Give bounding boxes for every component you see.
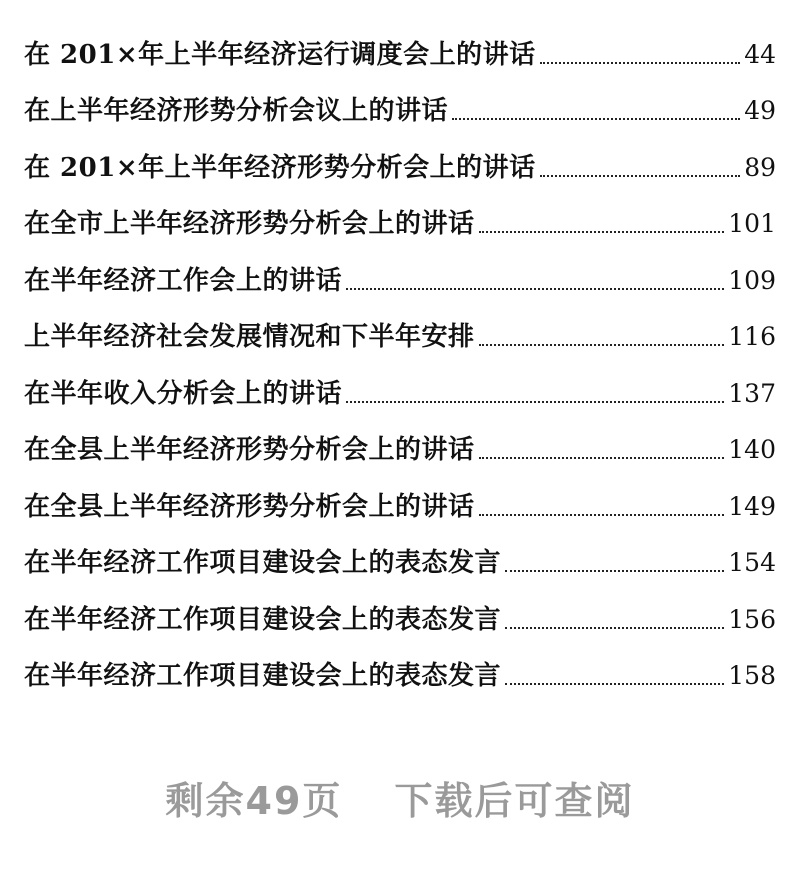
toc-entry-title: 在半年经济工作项目建设会上的表态发言 [24,604,502,635]
toc-entry [24,18,776,75]
toc-entry-page: 154 [728,548,776,577]
toc-dot-leader [346,400,724,403]
toc-entry [24,640,776,697]
toc-entry [24,244,776,301]
toc-dot-leader [540,61,741,64]
toc-entry-page: 49 [744,96,776,125]
toc-dot-leader [479,513,725,516]
toc-entry-title: 在 201×年上半年经济形势分析会上的讲话 [24,152,536,183]
toc-entry-page: 44 [744,39,776,69]
toc-entry-page: 109 [728,265,776,295]
table-of-contents [24,18,776,696]
toc-entry [24,301,776,358]
toc-dot-leader [479,230,725,233]
toc-entry-title: 在半年经济工作项目建设会上的表态发言 [24,661,502,691]
toc-entry-title: 在半年经济工作项目建设会上的表态发言 [24,548,502,578]
toc-dot-leader [505,682,724,685]
toc-entry [24,357,776,414]
toc-entry [24,414,776,471]
toc-entry-page: 137 [728,378,776,408]
toc-entry-page: 89 [744,152,776,182]
toc-entry-page: 116 [728,322,776,351]
toc-dot-leader [346,287,724,290]
toc-entry-title: 在半年经济工作会上的讲话 [24,265,343,296]
toc-entry-title: 上半年经济社会发展情况和下半年安排 [24,322,475,352]
toc-entry-page: 156 [728,604,776,634]
toc-entry-title: 在 201×年上半年经济运行调度会上的讲话 [24,39,536,70]
toc-entry-title: 在上半年经济形势分析会议上的讲话 [24,96,449,126]
toc-dot-leader [540,174,741,177]
toc-entry-title: 在全县上半年经济形势分析会上的讲话 [24,435,475,465]
toc-dot-leader [479,343,725,346]
toc-entry-title: 在全县上半年经济形势分析会上的讲话 [24,491,475,522]
download-notice [0,770,800,825]
download-to-view-text: 下载后可查阅 [394,779,635,823]
toc-dot-leader [479,456,725,459]
toc-entry [24,131,776,188]
toc-entry [24,527,776,584]
toc-entry-title: 在全市上半年经济形势分析会上的讲话 [24,209,475,239]
toc-entry [24,75,776,132]
toc-entry-page: 149 [728,491,776,521]
toc-entry-title: 在半年收入分析会上的讲话 [24,378,343,409]
toc-dot-leader [452,117,740,120]
toc-dot-leader [505,569,724,572]
toc-entry-page: 140 [728,435,776,464]
toc-entry [24,583,776,640]
remaining-pages-text: 剩余49页 [165,779,343,823]
toc-entry [24,188,776,245]
toc-dot-leader [505,626,724,629]
toc-entry-page: 158 [728,661,776,690]
toc-entry [24,470,776,527]
toc-entry-page: 101 [728,209,776,238]
